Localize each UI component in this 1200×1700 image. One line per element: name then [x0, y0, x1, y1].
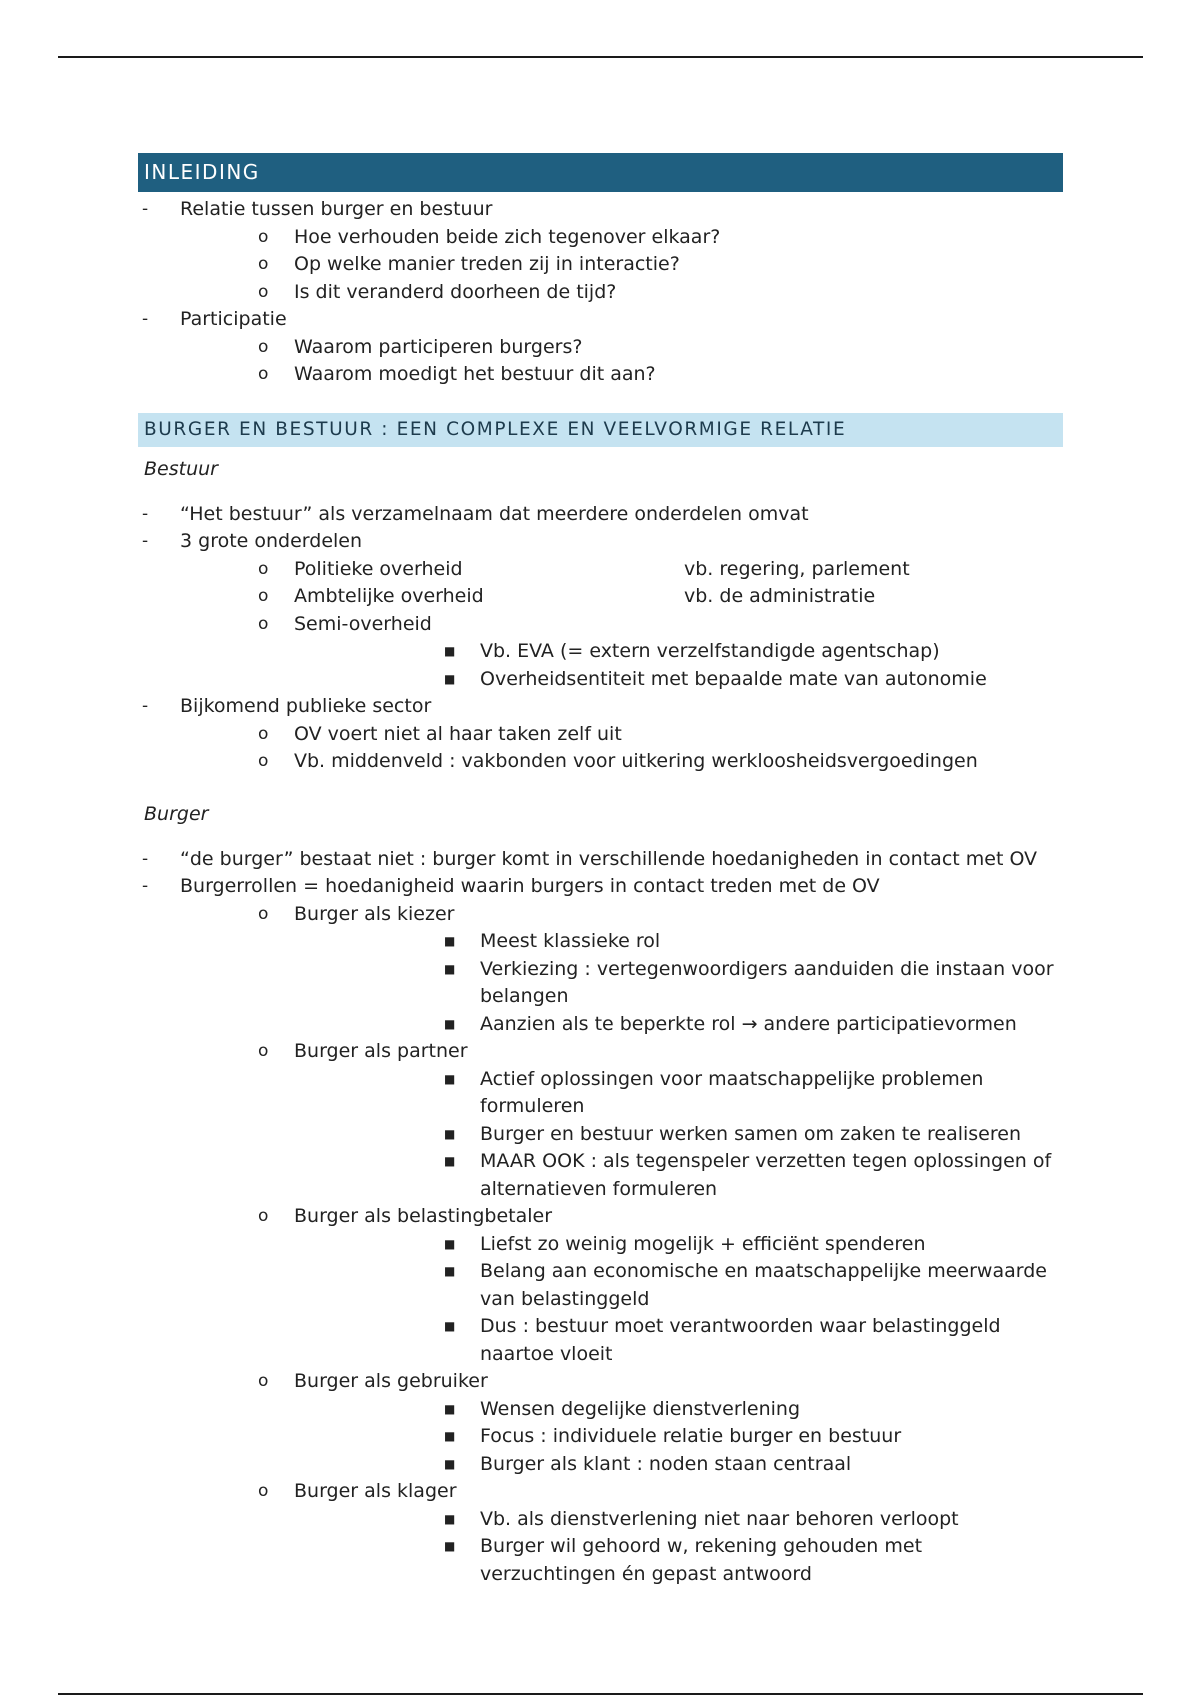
header-rule	[58, 56, 1143, 58]
list-item: o Semi-overheid ■ Vb. EVA (= extern verzelfstandigde agentschap) ■ Overheidsentiteit met bepaalde mate van autonomie	[180, 611, 1063, 694]
list-item: o Ambtelijke overheid vb. de administratie	[180, 583, 1063, 611]
list-item: o Is dit veranderd doorheen de tijd?	[180, 279, 1063, 307]
list-item: - Bijkomend publieke sector o OV voert niet al haar taken zelf uit o Vb. middenveld : vakbonden voor uitkering werkloosheidsvergoedingen	[138, 693, 1063, 776]
list-item: ■ MAAR OOK : als tegenspeler verzetten tegen oplossingen of alternatieven formuleren	[444, 1150, 1052, 1200]
square-bullet: ■	[444, 1016, 456, 1031]
dash-bullet: -	[142, 199, 149, 219]
circle-bullet: o	[258, 364, 269, 384]
list-item: o Burger als belastingbetaler ■ Liefst zo weinig mogelijk + efficiënt spenderen ■ Belang aan economische en maatschappelijke meerwaarde van belastinggeld ■ Dus : bestuur moet verantwoorden waar belastinggeld naartoe vloeit	[180, 1203, 1063, 1368]
list-item: ■ Burger als klant : noden staan centraal	[294, 1451, 1063, 1479]
list-item: - Burgerrollen = hoedanigheid waarin burgers in contact treden met de OV o Burger als kiezer ■ Meest klassieke rol ■ Verkiezing : vertegenwoordigers aanduiden die instaan voor belangen ■ Aanzien als te beperkte rol → andere participatievormen o Burger als partner ■ Actief oplossingen voor maatschappelijke problemen formuleren ■ Burger en bestuur werken samen om zaken te realiseren ■ MAAR OOK : als tegenspeler verzetten tegen oplossingen of alternatieven formuleren o Burger als belastingbetaler ■ Liefst zo weinig mogelijk + efficiënt spenderen ■ Belang aan economische en maatschappelijke meerwaarde van belastinggeld ■ Dus : bestuur moet verantwoorden waar belastinggeld naartoe vloeit o Burger als gebruiker ■ Wensen degelijke dienstverlening ■ Focus : individuele relatie burger en bestuur ■ Burger als klant : noden staan centraal o Burger als klager ■ Vb. als dienstverlening niet naar behoren verloopt ■ Burger wil gehoord w, rekening gehouden met verzuchtingen én gepast antwoord	[138, 873, 1063, 1588]
dash-bullet: -	[142, 876, 149, 896]
circle-bullet: o	[258, 1481, 269, 1501]
list-item: ■ Focus : individuele relatie burger en bestuur	[294, 1423, 1063, 1451]
list-item: ■ Wensen degelijke dienstverlening	[294, 1396, 1063, 1424]
list-item: - Participatie o Waarom participeren burgers? o Waarom moedigt het bestuur dit aan?	[138, 306, 1063, 389]
circle-bullet: o	[258, 1206, 269, 1226]
circle-bullet: o	[258, 1371, 269, 1391]
document-page	[138, 153, 1063, 1588]
square-bullet: ■	[444, 934, 456, 948]
list-item: ■ Burger en bestuur werken samen om zaken te realiseren	[294, 1121, 1063, 1149]
list-item: - “Het bestuur” als verzamelnaam dat meerdere onderdelen omvat	[138, 501, 1063, 529]
list-item: ■ Dus : bestuur moet verantwoorden waar belastinggeld naartoe vloeit	[444, 1315, 1001, 1365]
square-bullet: ■	[444, 671, 456, 686]
list-item: o Waarom participeren burgers?	[180, 334, 1063, 362]
list-item: ■ Liefst zo weinig mogelijk + efficiënt spenderen	[294, 1231, 1063, 1259]
bestuur-list	[138, 501, 1063, 776]
list-item: ■ Vb. EVA (= extern verzelfstandigde agentschap)	[294, 638, 1063, 666]
footer-rule	[58, 1693, 1143, 1695]
square-bullet: ■	[444, 1126, 456, 1141]
subheading-bestuur: Bestuur	[144, 457, 218, 480]
circle-bullet: o	[258, 226, 269, 247]
subheading-burger: Burger	[144, 802, 209, 825]
list-item: o Politieke overheid vb. regering, parlement	[180, 556, 1063, 584]
list-item: - 3 grote onderdelen o Politieke overheid vb. regering, parlement o Ambtelijke overheid vb. de administratie o Semi-overheid ■ Vb. EVA (= extern verzelfstandigde agentschap) ■ Overheidsentiteit met bepaalde mate van autonomie	[138, 528, 1063, 693]
list-item: o Burger als gebruiker ■ Wensen degelijke dienstverlening ■ Focus : individuele relatie burger en bestuur ■ Burger als klant : noden staan centraal	[180, 1368, 1063, 1478]
circle-bullet: o	[258, 751, 269, 771]
square-bullet: ■	[444, 1071, 456, 1086]
heading-inleiding: INLEIDING	[138, 153, 1063, 192]
circle-bullet: o	[258, 281, 269, 302]
inleiding-list	[138, 196, 1063, 389]
example-text: vb. de administratie	[684, 585, 876, 607]
list-item: o OV voert niet al haar taken zelf uit	[180, 721, 1063, 749]
list-item: o Hoe verhouden beide zich tegenover elkaar?	[180, 224, 1063, 252]
example-text: vb. regering, parlement	[684, 557, 910, 580]
circle-bullet: o	[258, 586, 269, 606]
square-bullet: ■	[444, 1456, 456, 1471]
dash-bullet: -	[142, 696, 149, 716]
dash-bullet: -	[142, 503, 149, 524]
square-bullet: ■	[444, 961, 456, 976]
list-item: ■ Overheidsentiteit met bepaalde mate van autonomie	[294, 666, 1063, 694]
circle-bullet: o	[258, 1041, 269, 1061]
list-item: o Burger als partner ■ Actief oplossingen voor maatschappelijke problemen formuleren ■ Burger en bestuur werken samen om zaken te realiseren ■ MAAR OOK : als tegenspeler verzetten tegen oplossingen of alternatieven formuleren	[180, 1038, 1063, 1203]
list-item: - Relatie tussen burger en bestuur o Hoe verhouden beide zich tegenover elkaar? o Op welke manier treden zij in interactie? o Is dit veranderd doorheen de tijd?	[138, 196, 1063, 306]
square-bullet: ■	[444, 1539, 456, 1553]
list-item: o Op welke manier treden zij in interactie?	[180, 251, 1063, 279]
list-item: o Vb. middenveld : vakbonden voor uitkering werkloosheidsvergoedingen	[180, 748, 1063, 776]
square-bullet: ■	[444, 1429, 456, 1443]
square-bullet: ■	[444, 1154, 456, 1168]
list-item: ■ Meest klassieke rol	[294, 928, 1063, 956]
heading-burger-en-bestuur: BURGER EN BESTUUR : EEN COMPLEXE EN VEELVORMIGE RELATIE	[138, 413, 1063, 447]
circle-bullet: o	[258, 254, 269, 274]
burger-list	[138, 846, 1063, 1589]
square-bullet: ■	[444, 1511, 456, 1526]
list-item: ■ Aanzien als te beperkte rol → andere participatievormen	[294, 1011, 1063, 1039]
list-item: o Waarom moedigt het bestuur dit aan?	[180, 361, 1063, 389]
circle-bullet: o	[258, 613, 269, 634]
square-bullet: ■	[444, 1319, 456, 1333]
list-item: o Burger als klager ■ Vb. als dienstverlening niet naar behoren verloopt ■ Burger wil gehoord w, rekening gehouden met verzuchtingen én gepast antwoord	[180, 1478, 1063, 1588]
list-item: ■ Verkiezing : vertegenwoordigers aanduiden die instaan voor belangen	[444, 957, 1054, 1007]
dash-bullet: -	[142, 531, 149, 551]
list-item: ■ Vb. als dienstverlening niet naar behoren verloopt	[294, 1506, 1063, 1534]
list-item: ■ Actief oplossingen voor maatschappelijke problemen formuleren	[444, 1067, 984, 1117]
list-item: - “de burger” bestaat niet : burger komt in verschillende hoedanigheden in contact met OV	[138, 846, 1063, 874]
square-bullet: ■	[444, 1401, 456, 1416]
circle-bullet: o	[258, 336, 269, 357]
dash-bullet: -	[142, 848, 149, 869]
circle-bullet: o	[258, 723, 269, 744]
square-bullet: ■	[444, 1264, 456, 1278]
square-bullet: ■	[444, 1236, 456, 1251]
list-item: ■ Belang aan economische en maatschappelijke meerwaarde van belastinggeld	[444, 1260, 1047, 1310]
circle-bullet: o	[258, 558, 269, 579]
list-item: ■ Burger wil gehoord w, rekening gehouden met verzuchtingen én gepast antwoord	[444, 1535, 923, 1585]
circle-bullet: o	[258, 903, 269, 924]
list-item: o Burger als kiezer ■ Meest klassieke rol ■ Verkiezing : vertegenwoordigers aanduiden die instaan voor belangen ■ Aanzien als te beperkte rol → andere participatievormen	[180, 901, 1063, 1039]
dash-bullet: -	[142, 309, 149, 329]
square-bullet: ■	[444, 644, 456, 658]
